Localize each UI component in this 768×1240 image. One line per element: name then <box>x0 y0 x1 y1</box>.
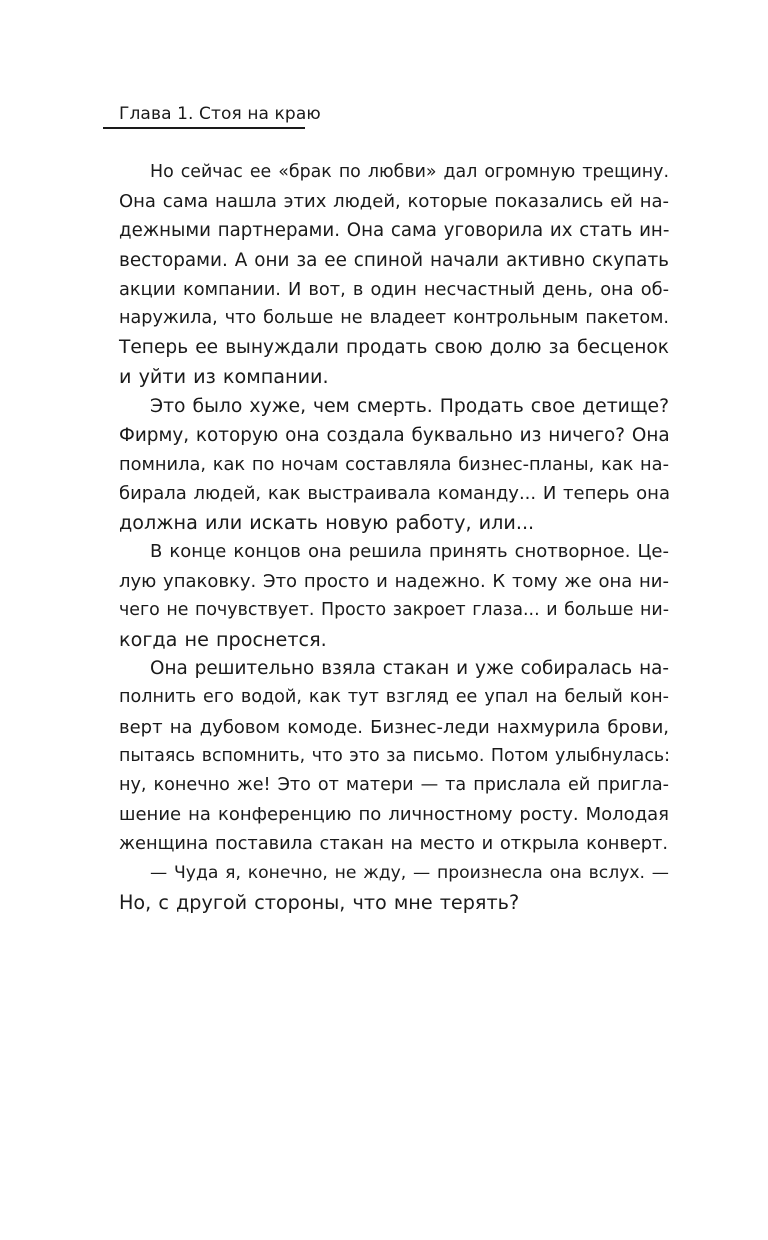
paragraph-line: шение на конференцию по личностному росту. Молодая <box>119 804 669 826</box>
running-head: Глава 1. Стоя на краю <box>119 104 321 124</box>
paragraph-line: Но сейчас ее «брак по любви» дал огромную трещину. <box>150 162 669 182</box>
header-rule <box>103 127 305 129</box>
paragraph-line: дежными партнерами. Она сама уговорила их стать ин- <box>119 220 670 242</box>
paragraph-line: ну, конечно же! Это от матери — та прислала ей пригла- <box>119 774 669 795</box>
paragraph-line: верт на дубовом комоде. Бизнес-леди нахмурила брови, <box>119 716 669 738</box>
paragraph-line: женщина поставила стакан на место и открыла конверт. <box>119 833 669 855</box>
paragraph-line: Теперь ее вынуждали продать свою долю за бесценок <box>119 337 669 359</box>
paragraph-line: должна или искать новую работу, или... <box>119 511 535 535</box>
paragraph-line: полнить его водой, как тут взгляд ее упал на белый кон- <box>119 687 669 708</box>
paragraph-line: помнила, как по ночам составляла бизнес-планы, как на- <box>119 453 669 475</box>
paragraph-line: пытаясь вспомнить, что это за письмо. Потом улыбнулась: <box>119 745 670 766</box>
paragraph-line: чего не почувствует. Просто закроет глаза... и больше ни- <box>119 599 669 620</box>
paragraph-line: наружила, что больше не владеет контрольным пакетом. <box>119 307 669 328</box>
paragraph-line: когда не проснется. <box>119 628 327 651</box>
paragraph-line: лую упаковку. Это просто и надежно. К тому же она ни- <box>119 570 669 592</box>
paragraph-line: и уйти из компании. <box>119 365 329 389</box>
body-text <box>119 158 669 917</box>
paragraph-line: — Чуда я, конечно, не жду, — произнесла она вслух. — <box>150 862 669 883</box>
paragraph-line: Это было хуже, чем смерть. Продать свое детище? <box>150 395 670 417</box>
paragraph-line: Она решительно взяла стакан и уже собиралась на- <box>150 658 669 680</box>
paragraph-line: В конце концов она решила принять снотворное. Це- <box>150 541 669 563</box>
paragraph-line: Фирму, которую она создала буквально из ничего? Она <box>119 424 670 446</box>
paragraph-line: бирала людей, как выстраивала команду... И теперь она <box>119 483 670 505</box>
paragraph-line: акции компании. И вот, в один несчастный день, она об- <box>119 278 669 300</box>
paragraph-line: Она сама нашла этих людей, которые показались ей на- <box>119 191 669 213</box>
paragraph-line: весторами. А они за ее спиной начали активно скупать <box>119 249 669 271</box>
paragraph-line: Но, с другой стороны, что мне терять? <box>119 890 520 914</box>
